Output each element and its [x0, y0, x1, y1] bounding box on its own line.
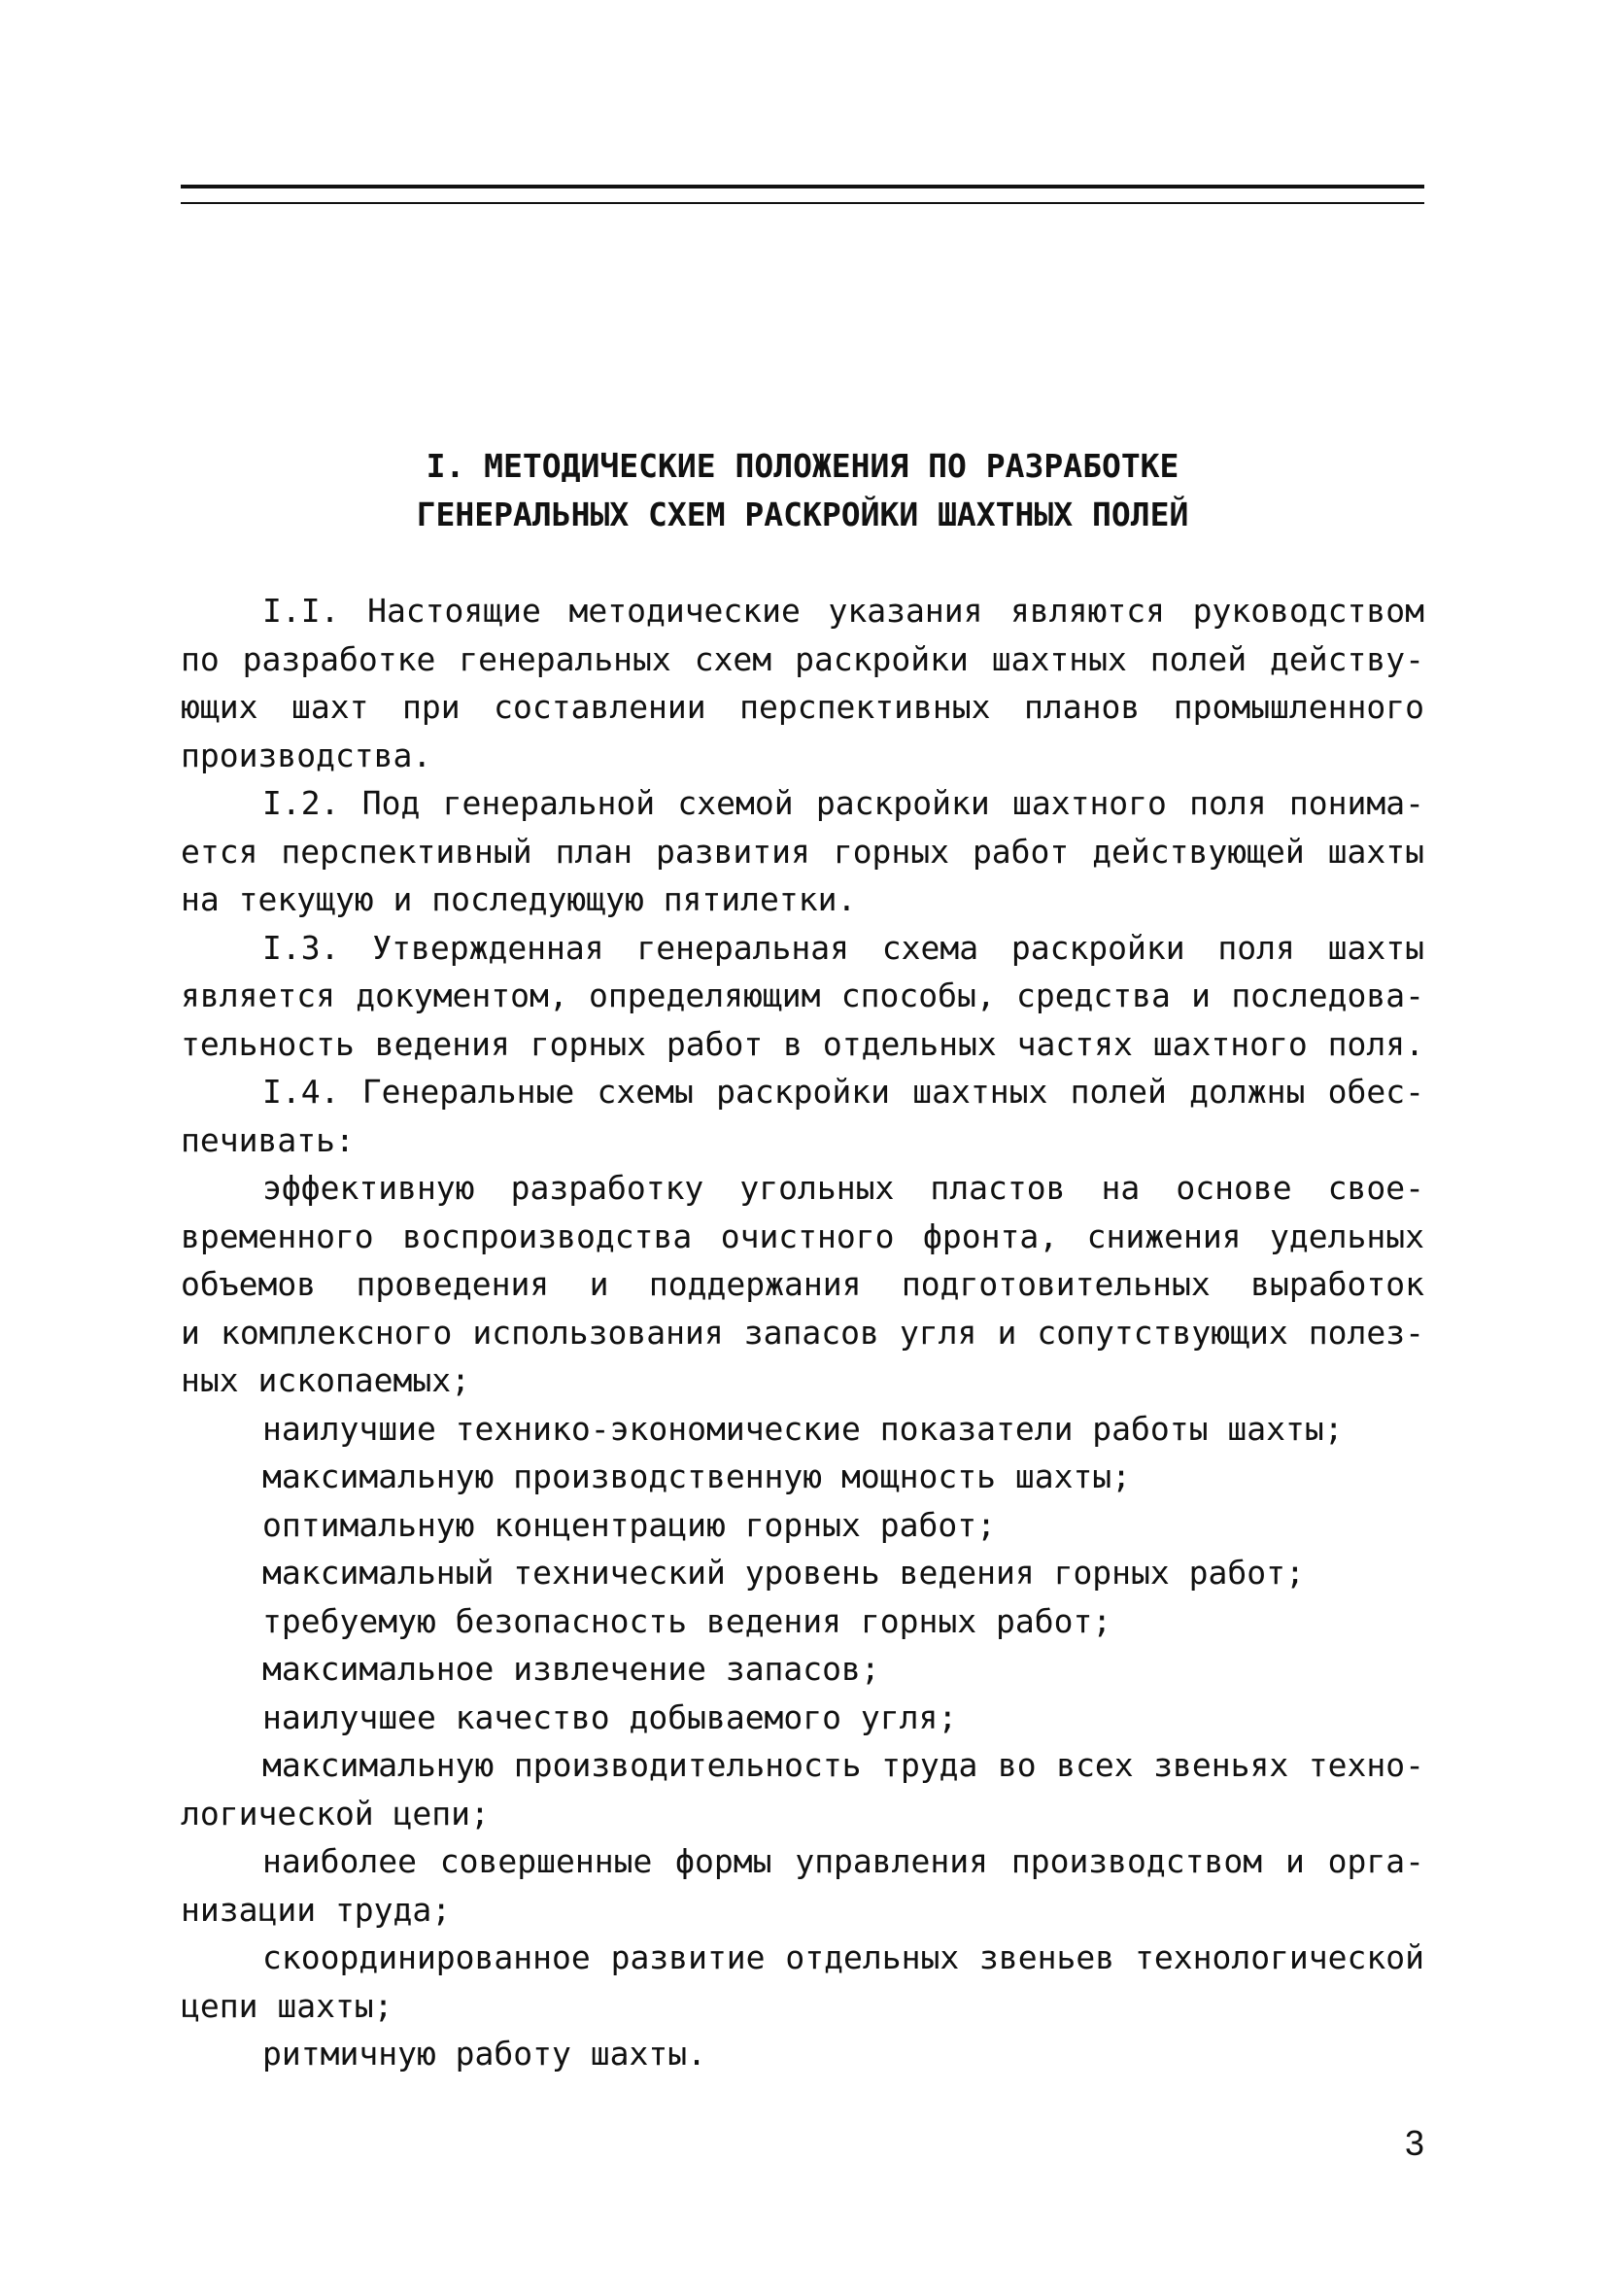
- text-line: требуемую безопасность ведения горных работ;: [262, 1601, 1112, 1640]
- text-line: по разработке генеральных схем раскройки шахтных полей действу-: [181, 639, 1424, 678]
- section-title-line-2: ГЕНЕРАЛЬНЫХ СХЕМ РАСКРОЙКИ ШАХТНЫХ ПОЛЕЙ: [416, 496, 1189, 533]
- text-line: и комплексного использования запасов угля и сопутствующих полез-: [181, 1313, 1424, 1352]
- text-line: ется перспективный план развития горных работ действующей шахты: [181, 832, 1424, 871]
- text-line: ных ископаемых;: [181, 1361, 471, 1399]
- text-line: тельность ведения горных работ в отдельных частях шахтного поля.: [181, 1024, 1424, 1063]
- text-line: эффективную разработку угольных пластов на основе свое-: [262, 1169, 1424, 1207]
- text-line: максимальную производительность труда во всех звеньях техно-: [262, 1746, 1424, 1784]
- text-line: наилучшие технико-экономические показатели работы шахты;: [262, 1409, 1344, 1448]
- section-title: [181, 442, 1424, 539]
- text-line: цепи шахты;: [181, 1986, 393, 2025]
- text-line: наилучшее качество добываемого угля;: [262, 1697, 958, 1736]
- text-line: низации труда;: [181, 1890, 452, 1929]
- text-line: максимальную производственную мощность шахты;: [262, 1457, 1132, 1495]
- page-number: 3: [1404, 2123, 1424, 2163]
- header-rule-thin: [181, 202, 1424, 204]
- text-line: оптимальную концентрацию горных работ;: [262, 1505, 996, 1544]
- section-title-line-1: I. МЕТОДИЧЕСКИЕ ПОЛОЖЕНИЯ ПО РАЗРАБОТКЕ: [426, 447, 1179, 485]
- header-rule-thick: [181, 185, 1424, 188]
- body-text: [181, 587, 1424, 2078]
- text-line: наиболее совершенные формы управления производством и орга-: [262, 1842, 1424, 1880]
- text-line: I.2. Под генеральной схемой раскройки шахтного поля понима-: [262, 784, 1424, 822]
- text-line: I.I. Настоящие методические указания являются руководством: [262, 592, 1424, 630]
- text-line: логической цепи;: [181, 1794, 490, 1833]
- text-line: печивать:: [181, 1120, 355, 1159]
- text-line: производства.: [181, 736, 432, 774]
- text-line: объемов проведения и поддержания подготовительных выработок: [181, 1265, 1424, 1303]
- text-line: на текущую и последующую пятилетки.: [181, 880, 857, 918]
- text-line: является документом, определяющим способы, средства и последова-: [181, 977, 1424, 1014]
- text-line: максимальное извлечение запасов;: [262, 1650, 880, 1688]
- text-line: I.4. Генеральные схемы раскройки шахтных полей должны обес-: [262, 1073, 1424, 1111]
- text-line: максимальный технический уровень ведения горных работ;: [262, 1554, 1305, 1592]
- text-line: ритмичную работу шахты.: [262, 2035, 706, 2073]
- text-line: I.3. Утвержденная генеральная схема раскройки поля шахты: [262, 928, 1424, 967]
- text-line: скоординированное развитие отдельных звеньев технологической: [262, 1938, 1424, 1976]
- text-line: временного воспроизводства очистного фронта, снижения удельных: [181, 1217, 1424, 1255]
- text-line: ющих шахт при составлении перспективных планов промышленного: [181, 688, 1424, 726]
